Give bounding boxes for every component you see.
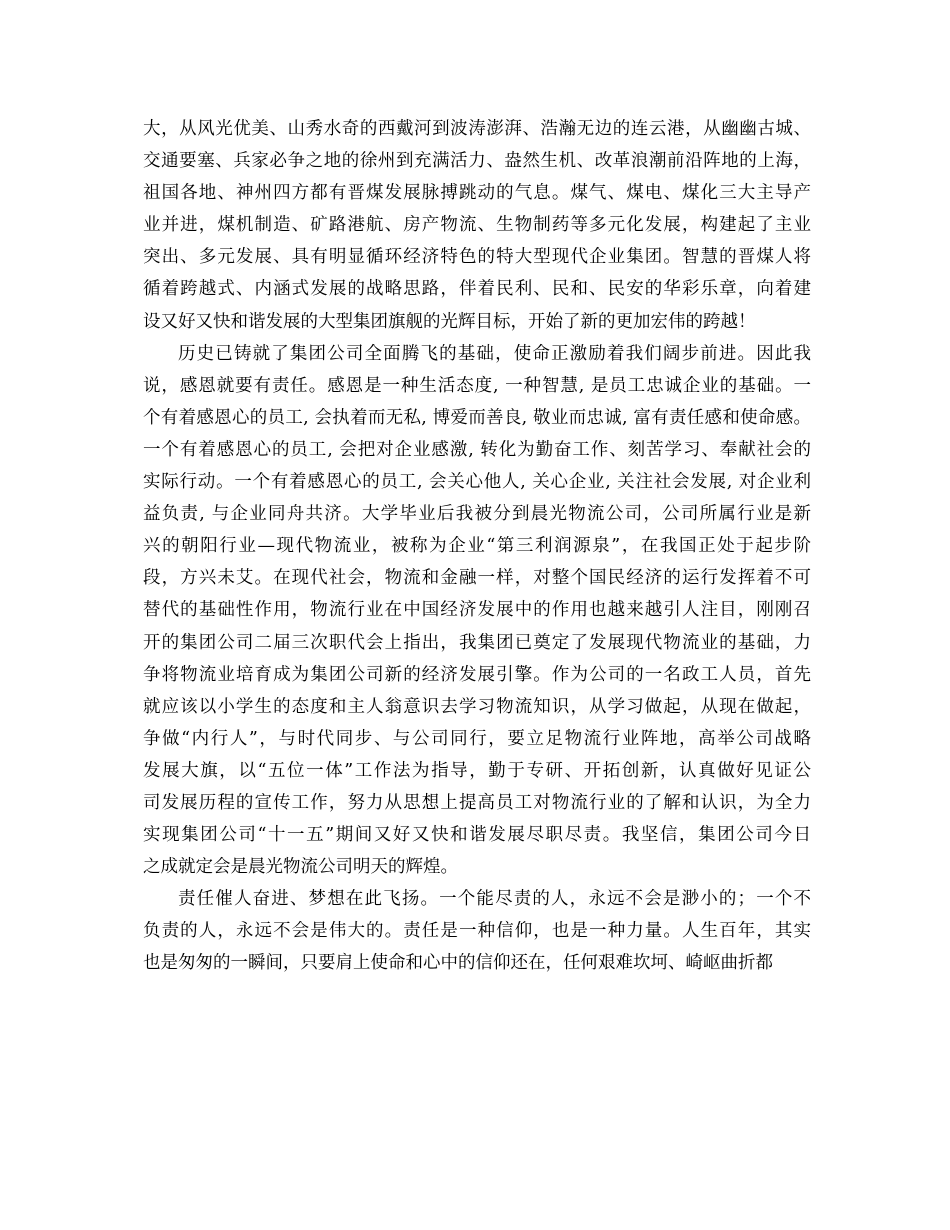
text-line: 历史已铸就了集团公司全面腾飞的基础，使命正激励着我们阔步前进。因此我 xyxy=(178,343,811,364)
text-line: 发展大旗，以“五位一体”工作法为指导，勤于专研、开拓创新，认真做好见证公 xyxy=(143,760,811,781)
text-line: 之成就定会是晨光物流公司明天的辉煌。 xyxy=(143,857,458,878)
text-line: 大，从风光优美、山秀水奇的西戴河到波涛澎湃、浩瀚无边的连云港，从幽幽古城、 xyxy=(143,119,811,139)
text-line: 就应该以小学生的态度和主人翁意识去学习物流知识，从学习做起，从现在做起， xyxy=(143,696,811,717)
text-line: 兴的朝阳行业—现代物流业，被称为企业“第三利润源泉”，在我国正处于起步阶 xyxy=(143,536,811,557)
paragraph xyxy=(143,338,811,884)
text-line: 也是匆匆的一瞬间，只要肩上使命和心中的信仰还在，任何艰难坎坷、崎岖曲折都 xyxy=(143,953,773,974)
text-line: 开的集团公司二届三次职代会上指出，我集团已奠定了发展现代物流业的基础，力 xyxy=(143,632,811,653)
text-line: 责任催人奋进、梦想在此飞扬。一个能尽责的人，永远不会是渺小的；一个不 xyxy=(178,889,811,910)
text-line: 设又好又快和谐发展的大型集团旗舰的光辉目标，开始了新的更加宏伟的跨越！ xyxy=(143,311,756,332)
paragraph xyxy=(143,883,811,979)
text-line: 争做“内行人”，与时代同步、与公司同行，要立足物流行业阵地，高举公司战略 xyxy=(143,728,811,749)
text-line: 循着跨越式、内涵式发展的战略思路，伴着民利、民和、民安的华彩乐章，向着建 xyxy=(143,279,811,300)
text-line: 交通要塞、兵家必争之地的徐州到充满活力、盎然生机、改革浪潮前沿阵地的上海， xyxy=(143,151,811,172)
document-page xyxy=(143,113,811,980)
text-line: 益负责, 与企业同舟共济。大学毕业后我被分到晨光物流公司，公司所属行业是新 xyxy=(143,504,811,525)
text-line: 段，方兴未艾。在现代社会，物流和金融一样，对整个国民经济的运行发挥着不可 xyxy=(143,568,811,589)
text-line: 祖国各地、神州四方都有晋煤发展脉搏跳动的气息。煤气、煤电、煤化三大主导产 xyxy=(143,183,811,204)
text-line: 争将物流业培育成为集团公司新的经济发展引擎。作为公司的一名政工人员，首先 xyxy=(143,664,811,685)
text-line: 司发展历程的宣传工作，努力从思想上提高员工对物流行业的了解和认识，为全力 xyxy=(143,792,811,813)
text-line: 突出、多元发展、具有明显循环经济特色的特大型现代企业集团。智慧的晋煤人将 xyxy=(143,247,811,268)
text-line: 负责的人，永远不会是伟大的。责任是一种信仰，也是一种力量。人生百年，其实 xyxy=(143,921,811,942)
text-line: 一个有着感恩心的员工, 会把对企业感激, 转化为勤奋工作、刻苦学习、奉献社会的 xyxy=(143,439,811,460)
text-line: 实际行动。一个有着感恩心的员工, 会关心他人, 关心企业, 关注社会发展, 对企业利 xyxy=(143,472,811,493)
text-line: 替代的基础性作用，物流行业在中国经济发展中的作用也越来越引人注目，刚刚召 xyxy=(143,600,811,621)
text-line: 个有着感恩心的员工, 会执着而无私, 博爱而善良, 敬业而忠诚, 富有责任感和使命感。 xyxy=(143,407,811,428)
paragraph xyxy=(143,113,811,338)
text-line: 实现集团公司“十一五”期间又好又快和谐发展尽职尽责。我坚信，集团公司今日 xyxy=(143,825,811,846)
text-line: 说，感恩就要有责任。感恩是一种生活态度, 一种智慧, 是员工忠诚企业的基础。一 xyxy=(143,375,811,396)
text-line: 业并进，煤机制造、矿路港航、房产物流、生物制药等多元化发展，构建起了主业 xyxy=(143,215,811,236)
